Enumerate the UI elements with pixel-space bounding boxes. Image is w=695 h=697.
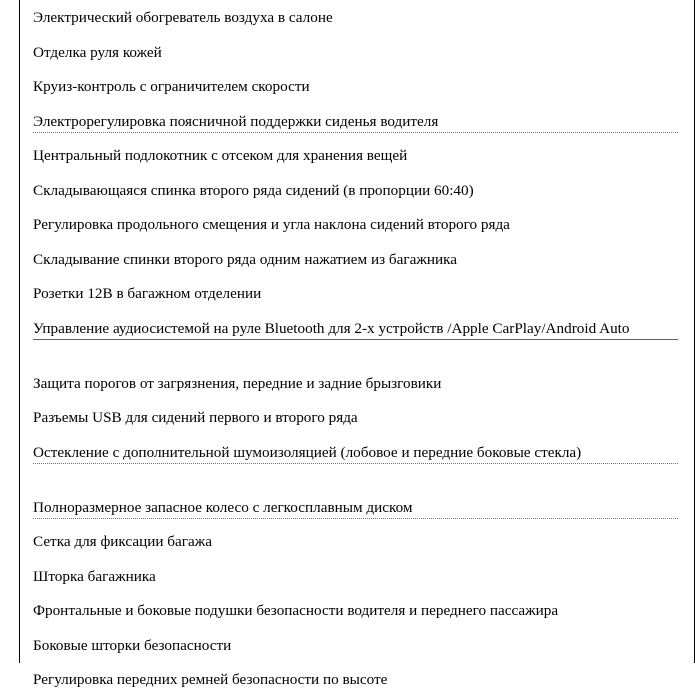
feature-text: Складывание спинки второго ряда одним нажатием из багажника [33,250,457,268]
list-item [33,628,678,663]
feature-text: Регулировка передних ремней безопасности по высоте [33,671,388,688]
feature-text: Складывающаяся спинка второго ряда сидений (в пропорции 60:40) [33,181,474,199]
feature-text: Шторка багажника [33,567,156,585]
feature-list [33,0,678,697]
list-item [33,207,678,242]
feature-text: Регулировка продольного смещения и угла наклона сидений второго ряда [33,216,510,233]
list-item [33,0,678,35]
feature-text: Сетка для фиксации багажа [33,533,212,550]
feature-text: Защита порогов от загрязнения, передние и задние брызговики [33,374,442,392]
list-item [33,593,678,628]
list-item [33,435,678,490]
feature-text: Боковые шторки безопасности [33,636,232,654]
list-item [33,524,678,559]
list-item [33,662,678,697]
list-item [33,242,678,277]
list-item [33,69,678,104]
feature-text: Разъемы USB для сидений первого и второго ряда [33,409,358,426]
feature-text: Отделка руля кожей [33,43,162,61]
list-item [33,366,678,401]
list-item [33,173,678,208]
feature-text: Остекление с дополнительной шумоизоляцией (лобовое и передние боковые стекла) [33,435,678,464]
list-item [33,490,678,525]
left-border-rule [19,0,20,663]
list-item [33,35,678,70]
list-item [33,311,678,366]
feature-text: Полноразмерное запасное колесо с легкосплавным диском [33,490,678,519]
list-item [33,104,678,139]
feature-text: Электрорегулировка поясничной поддержки сиденья водителя [33,104,678,133]
list-item [33,276,678,311]
feature-text: Фронтальные и боковые подушки безопасности водителя и переднего пассажира [33,602,559,619]
feature-text: Управление аудиосистемой на руле Bluetooth для 2-х устройств /Apple CarPlay/Android Auto [33,311,678,340]
list-item [33,559,678,594]
feature-text: Круиз-контроль с ограничителем скорости [33,78,310,95]
list-item [33,400,678,435]
list-item [33,138,678,173]
feature-text: Центральный подлокотник с отсеком для хранения вещей [33,147,408,164]
feature-text: Розетки 12В в багажном отделении [33,285,262,302]
feature-text: Электрический обогреватель воздуха в салоне [33,9,333,26]
